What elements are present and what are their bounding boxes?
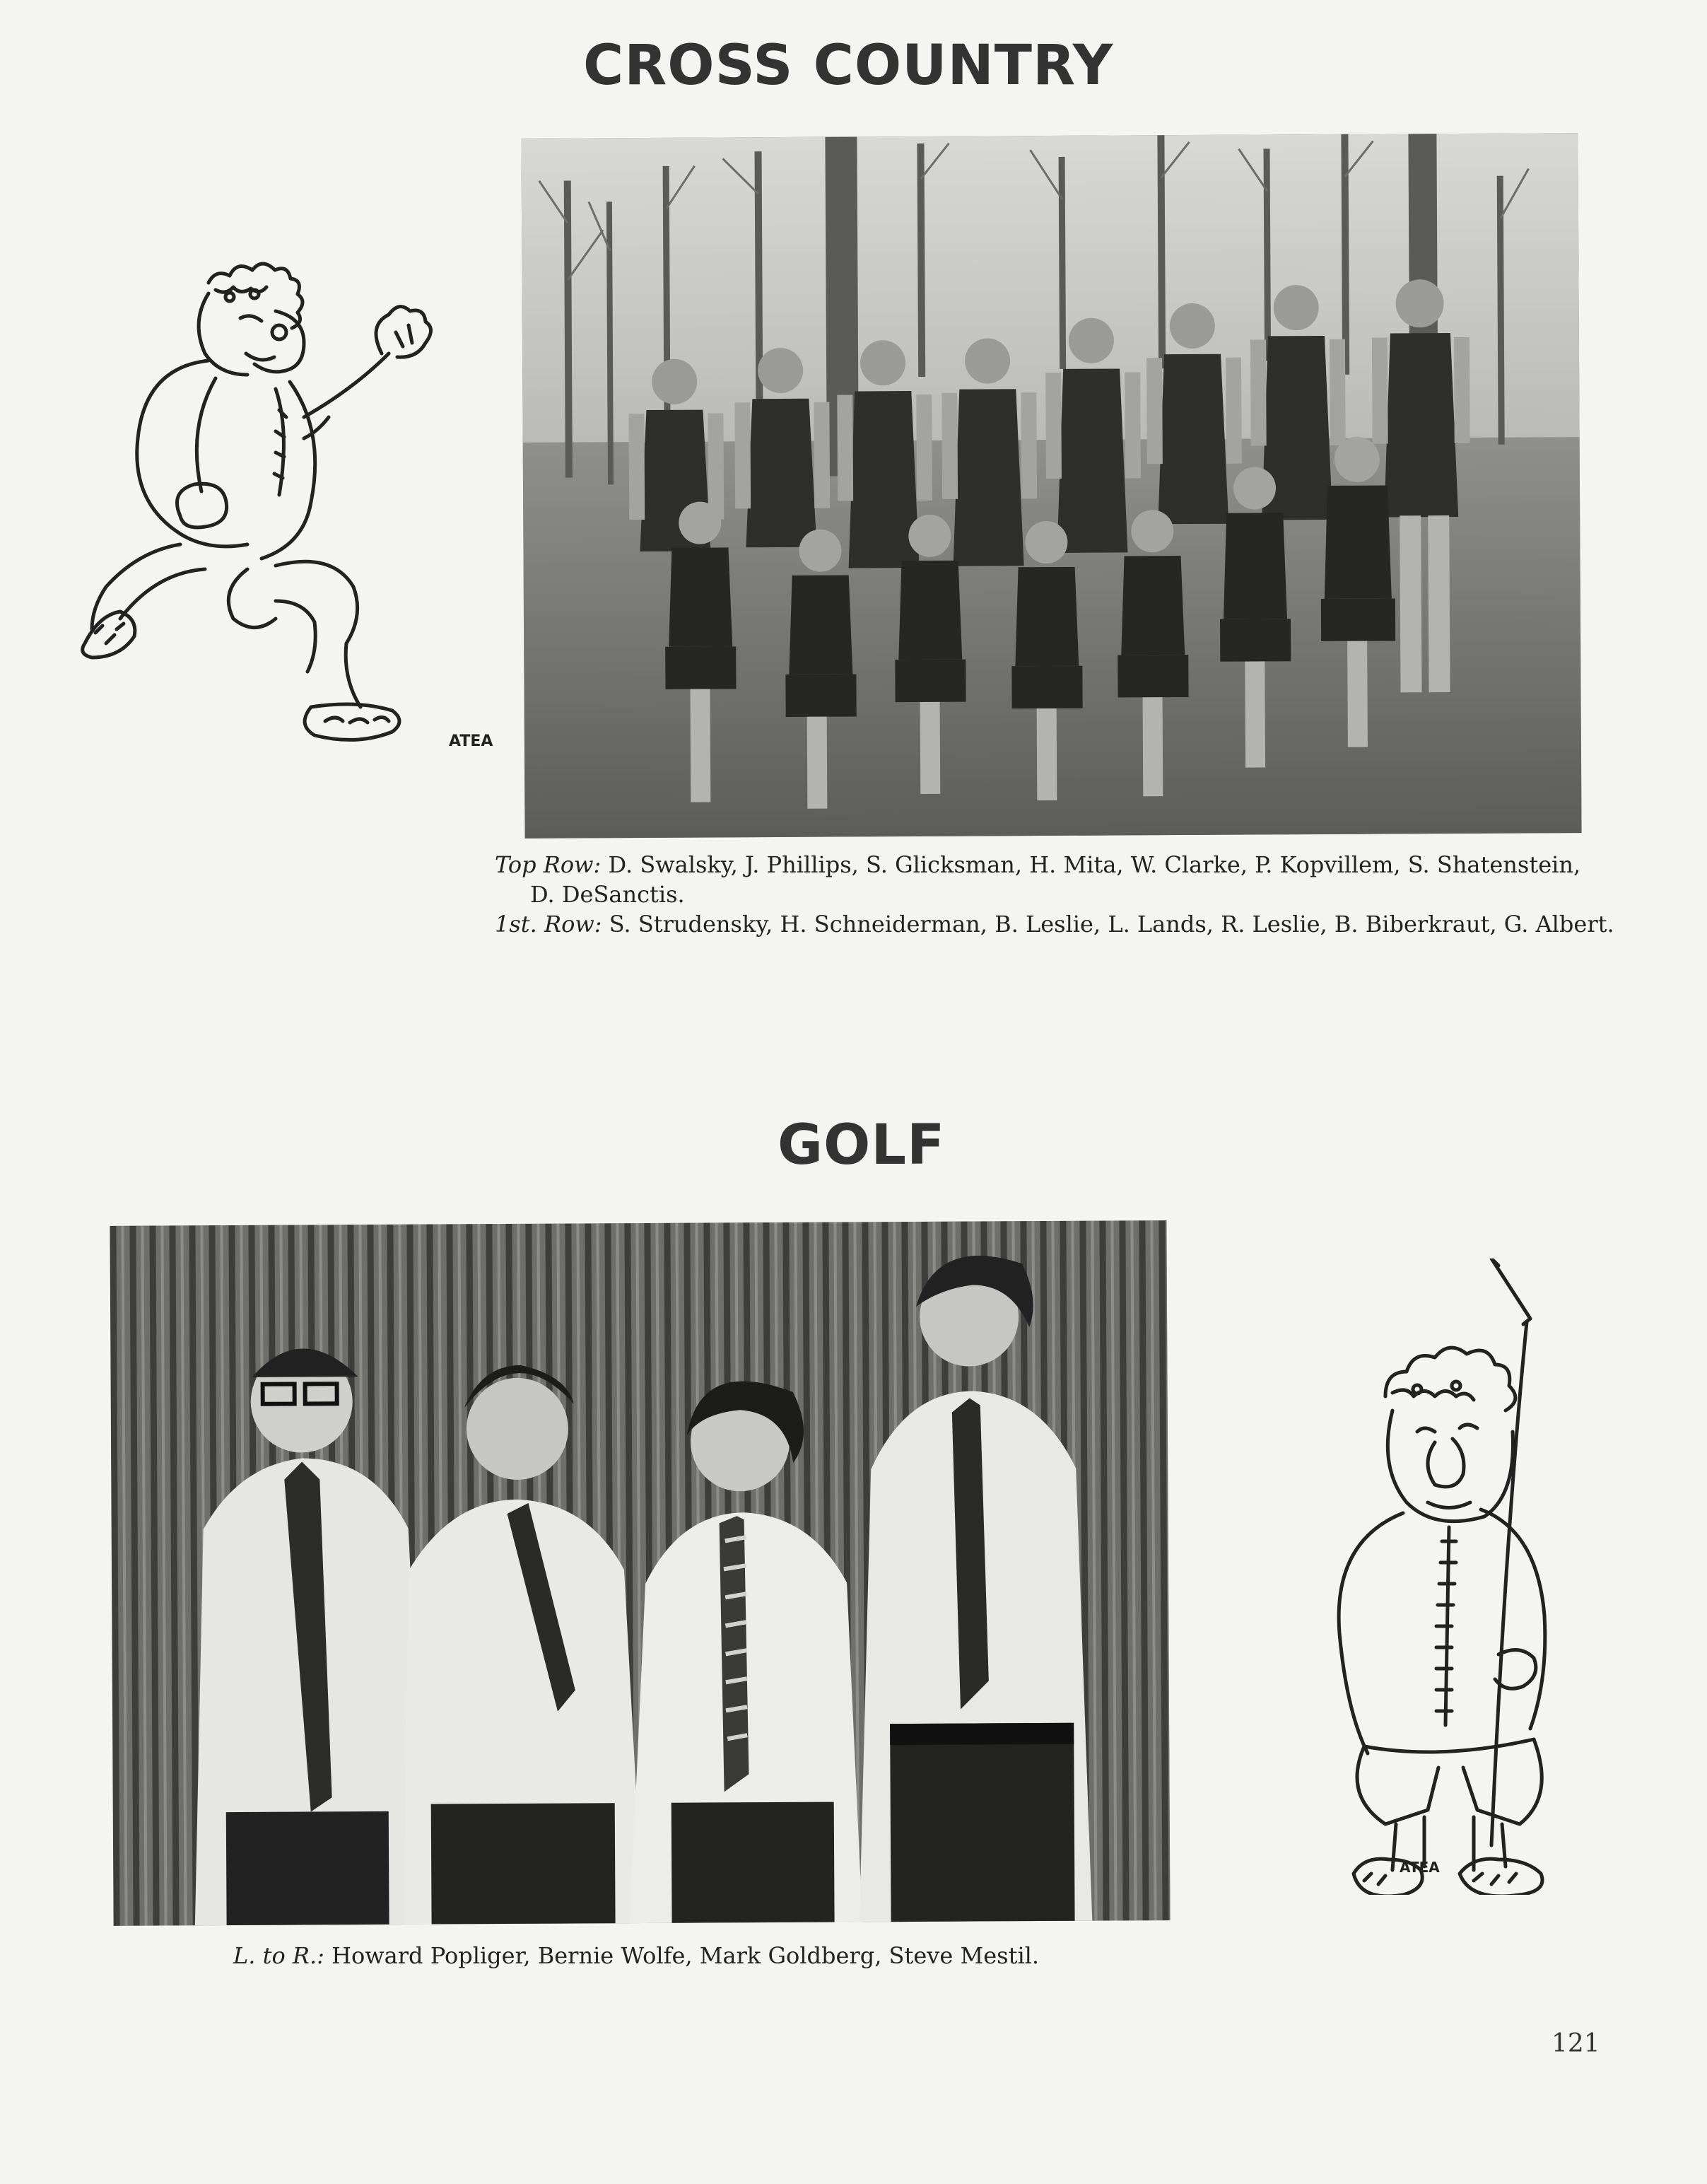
page-number: 121 <box>1551 2029 1600 2058</box>
golf-team-photo <box>110 1220 1170 1926</box>
golf-caption-names: Howard Popliger, Bernie Wolfe, Mark Goldberg, Steve Mestil. <box>332 1942 1040 1969</box>
golf-title: GOLF <box>778 1114 946 1177</box>
cross-country-mascot-drawing <box>64 247 516 757</box>
cross-country-top-row-line <box>495 850 1668 880</box>
cross-country-title: CROSS COUNTRY <box>583 34 1114 98</box>
golf-artist-signature: ATEA <box>1400 1859 1440 1876</box>
golf-mascot-drawing <box>1286 1259 1583 1895</box>
golf-caption-label: L. to R.: <box>233 1942 324 1969</box>
top-row-names: D. Swalsky, J. Phillips, S. Glicksman, H. Mita, W. Clarke, P. Kopvillem, S. Shatenstein, <box>608 851 1581 878</box>
top-row-label: Top Row: <box>495 851 602 878</box>
top-row-names-continued: D. DeSanctis. <box>530 881 685 908</box>
golf-caption <box>233 1941 1152 1970</box>
first-row-label: 1st. Row: <box>495 911 602 938</box>
first-row-names: S. Strudensky, H. Schneiderman, B. Leslie, L. Lands, R. Leslie, B. Biberkraut, G. Albert. <box>609 911 1614 938</box>
cross-country-caption <box>495 850 1668 939</box>
cross-country-artist-signature: ATEA <box>449 732 493 750</box>
cross-country-team-photo <box>521 133 1581 839</box>
cross-country-first-row-line <box>495 909 1668 939</box>
